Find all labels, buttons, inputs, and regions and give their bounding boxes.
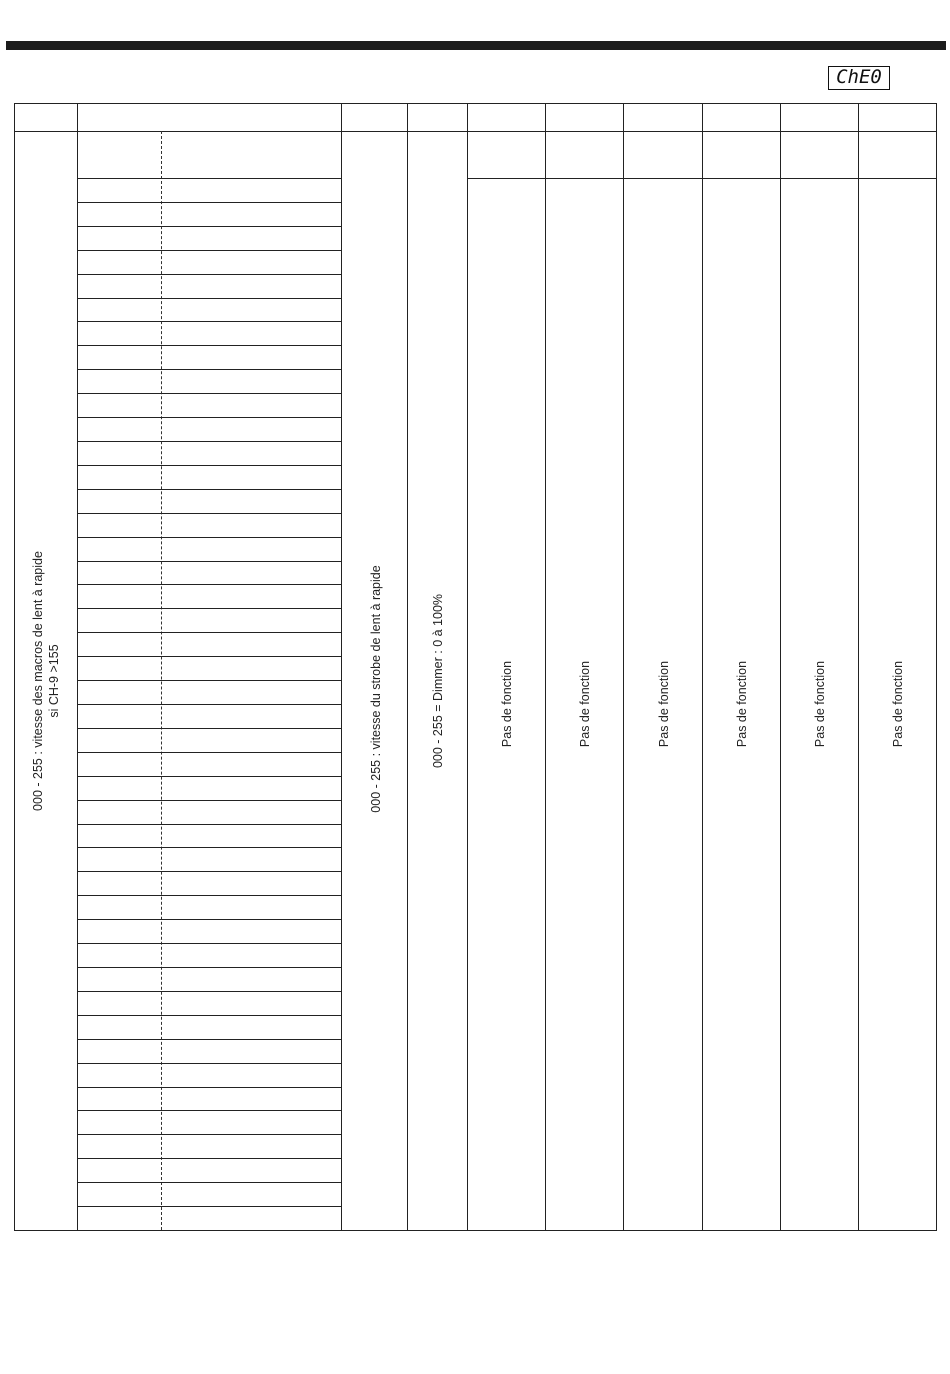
column-border (858, 103, 859, 1230)
macro-row-border (77, 1182, 341, 1183)
table-bottom-border (14, 1230, 937, 1231)
macro-row-border (77, 1087, 341, 1088)
no-function-label: Pas de fonction (813, 660, 827, 748)
no-function-label: Pas de fonction (735, 660, 749, 748)
dimmer-label: 000 - 255 = Dimmer : 0 à 100% (431, 593, 445, 769)
column-border (467, 103, 468, 1230)
column-border (407, 103, 408, 1230)
column-border (341, 103, 342, 1230)
macro-row-border (77, 776, 341, 777)
macro-row-border (77, 298, 341, 299)
macro-row-border (77, 513, 341, 514)
macro-row-border (77, 178, 341, 179)
macro-row-border (77, 895, 341, 896)
strobe-speed-label: 000 - 255 : vitesse du strobe de lent à rapide (369, 565, 383, 813)
column-border (14, 103, 15, 1230)
column-border (702, 103, 703, 1230)
no-function-label: Pas de fonction (891, 660, 905, 748)
macro-row-border (77, 704, 341, 705)
column-border (936, 103, 937, 1230)
macro-row-border (77, 919, 341, 920)
column-border (780, 103, 781, 1230)
macro-row-border (77, 943, 341, 944)
macro-row-border (77, 345, 341, 346)
macro-speed-line-1: 000 - 255 : vitesse des macros de lent à rapide (31, 551, 45, 811)
macro-row-border (77, 202, 341, 203)
macro-row-border (77, 321, 341, 322)
table-top-border (14, 103, 937, 104)
macro-row-border (77, 1039, 341, 1040)
macro-row-border (77, 656, 341, 657)
macro-row-border (77, 728, 341, 729)
column-border (623, 103, 624, 1230)
macro-row-border (77, 226, 341, 227)
macro-row-border (77, 584, 341, 585)
column-border (545, 103, 546, 1230)
macro-row-border (77, 465, 341, 466)
macro-row-border (77, 991, 341, 992)
column-border (77, 103, 78, 1230)
macro-row-border (77, 1158, 341, 1159)
macro-row-border (77, 1110, 341, 1111)
header-row-border (14, 131, 937, 132)
macro-row-border (77, 871, 341, 872)
macro-row-border (77, 274, 341, 275)
macro-row-border (77, 417, 341, 418)
macro-row-border (77, 967, 341, 968)
channel-mode-display: ChE0 (828, 66, 890, 90)
macro-row-border (77, 1134, 341, 1135)
macro-row-border (77, 369, 341, 370)
macro-row-border (77, 1063, 341, 1064)
macro-row-border (77, 561, 341, 562)
sub-header-border (467, 178, 936, 179)
macro-row-border (77, 489, 341, 490)
macro-row-border (77, 393, 341, 394)
macro-speed-label (30, 551, 62, 811)
macro-row-border (77, 752, 341, 753)
no-function-label: Pas de fonction (657, 660, 671, 748)
macro-row-border (77, 1015, 341, 1016)
no-function-label: Pas de fonction (578, 660, 592, 748)
macro-row-border (77, 608, 341, 609)
macro-row-border (77, 1206, 341, 1207)
macro-row-border (77, 824, 341, 825)
macro-row-border (77, 250, 341, 251)
top-rule (6, 41, 946, 50)
no-function-label: Pas de fonction (500, 660, 514, 748)
macro-row-border (77, 847, 341, 848)
macro-row-border (77, 537, 341, 538)
macro-speed-line-2: si CH-9 >155 (47, 644, 61, 718)
macro-row-border (77, 441, 341, 442)
macro-row-border (77, 800, 341, 801)
macro-row-border (77, 632, 341, 633)
macro-row-border (77, 680, 341, 681)
